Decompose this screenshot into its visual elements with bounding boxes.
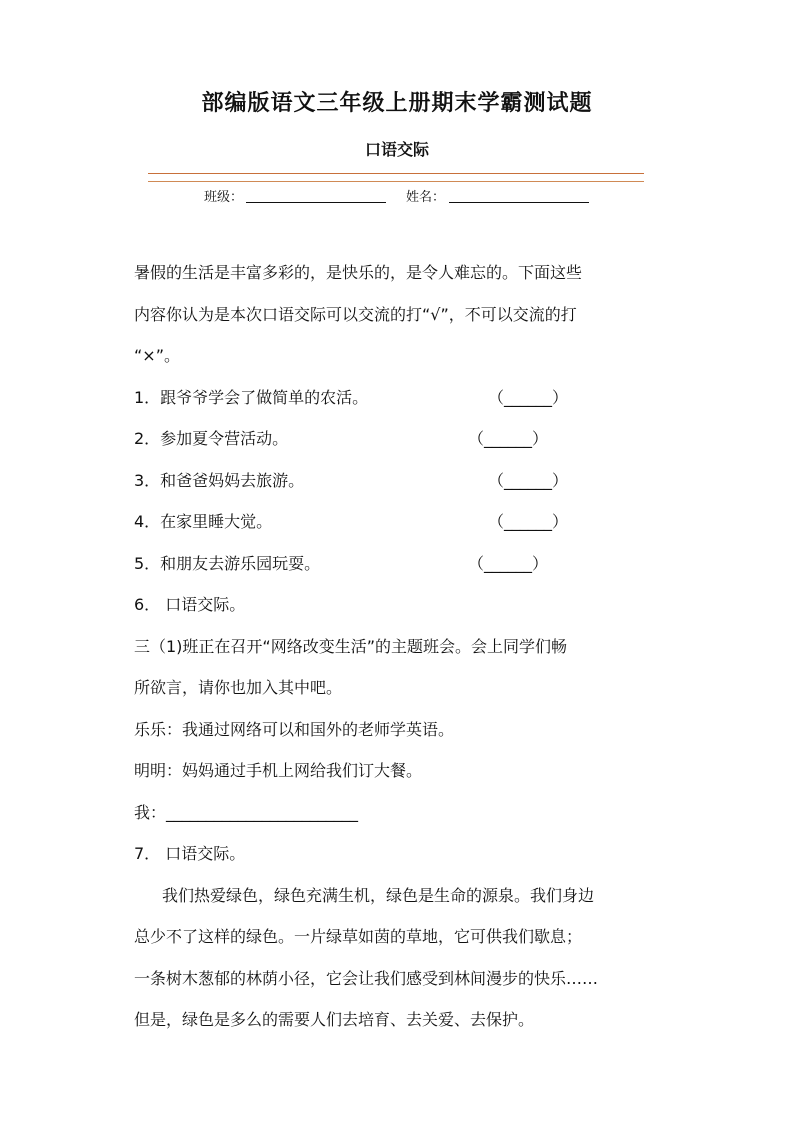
question-text: 2．参加夏令营活动。 [134,429,289,448]
question-text: 5．和朋友去游乐园玩耍。 [134,553,321,573]
answer-blank[interactable]: （______） [488,387,569,407]
question-6-line: 乐乐：我通过网络可以和国外的老师学英语。 [134,719,455,739]
class-label: 班级： [204,190,244,205]
class-input-line[interactable] [246,202,386,203]
answer-blank[interactable]: （______） [488,512,569,531]
question-item-5 [134,543,664,585]
question-item-1 [134,377,664,419]
question-text: 1．跟爷爷学会了做简单的农活。 [134,387,369,407]
question-6-line: 所欲言，请你也加入其中吧。 [134,678,343,697]
answer-blank[interactable]: （______） [468,429,549,448]
page-subtitle: 口语交际 [364,140,429,159]
question-6-line: 三（1)班正在召开“网络改变生活”的主题班会。会上同学们畅 [134,636,568,656]
question-6-heading: 6． 口语交际。 [134,595,246,614]
question-item-2 [134,418,664,460]
intro-line: 内容你认为是本次口语交际可以交流的打“√”，不可以交流的打 [134,304,577,324]
question-7-line: 但是，绿色是多么的需要人们去培育、去关爱、去保护。 [134,1010,535,1029]
question-item-3 [134,460,664,502]
question-7-line: 我们热爱绿色，绿色充满生机，绿色是生命的源泉。我们身边 [162,885,595,905]
answer-blank[interactable]: （______） [468,553,549,573]
question-text: 3．和爸爸妈妈去旅游。 [134,470,305,490]
question-content [134,252,664,1041]
name-input-line[interactable] [449,202,589,203]
answer-blank[interactable]: （______） [488,470,569,490]
header-rule-bottom [148,181,644,182]
question-6-line: 明明：妈妈通过手机上网给我们订大餐。 [134,761,423,780]
intro-line: 暑假的生活是丰富多彩的，是快乐的，是令人难忘的。下面这些 [134,263,583,282]
question-7-line: 总少不了这样的绿色。一片绿草如茵的草地，它可供我们歇息； [134,927,583,946]
header-rule-top [148,173,644,174]
question-7-heading: 7． 口语交际。 [134,844,246,863]
question-text: 4．在家里睡大觉。 [134,512,273,531]
question-item-4 [134,501,664,543]
intro-line: “×”。 [134,346,180,365]
question-7-line: 一条树木葱郁的林荫小径，它会让我们感受到林间漫步的快乐…… [134,968,599,988]
page-title: 部编版语文三年级上册期末学霸测试题 [201,90,593,116]
question-6-answer-line[interactable]: 我：________________________ [134,802,359,822]
name-label: 姓名： [406,190,446,205]
